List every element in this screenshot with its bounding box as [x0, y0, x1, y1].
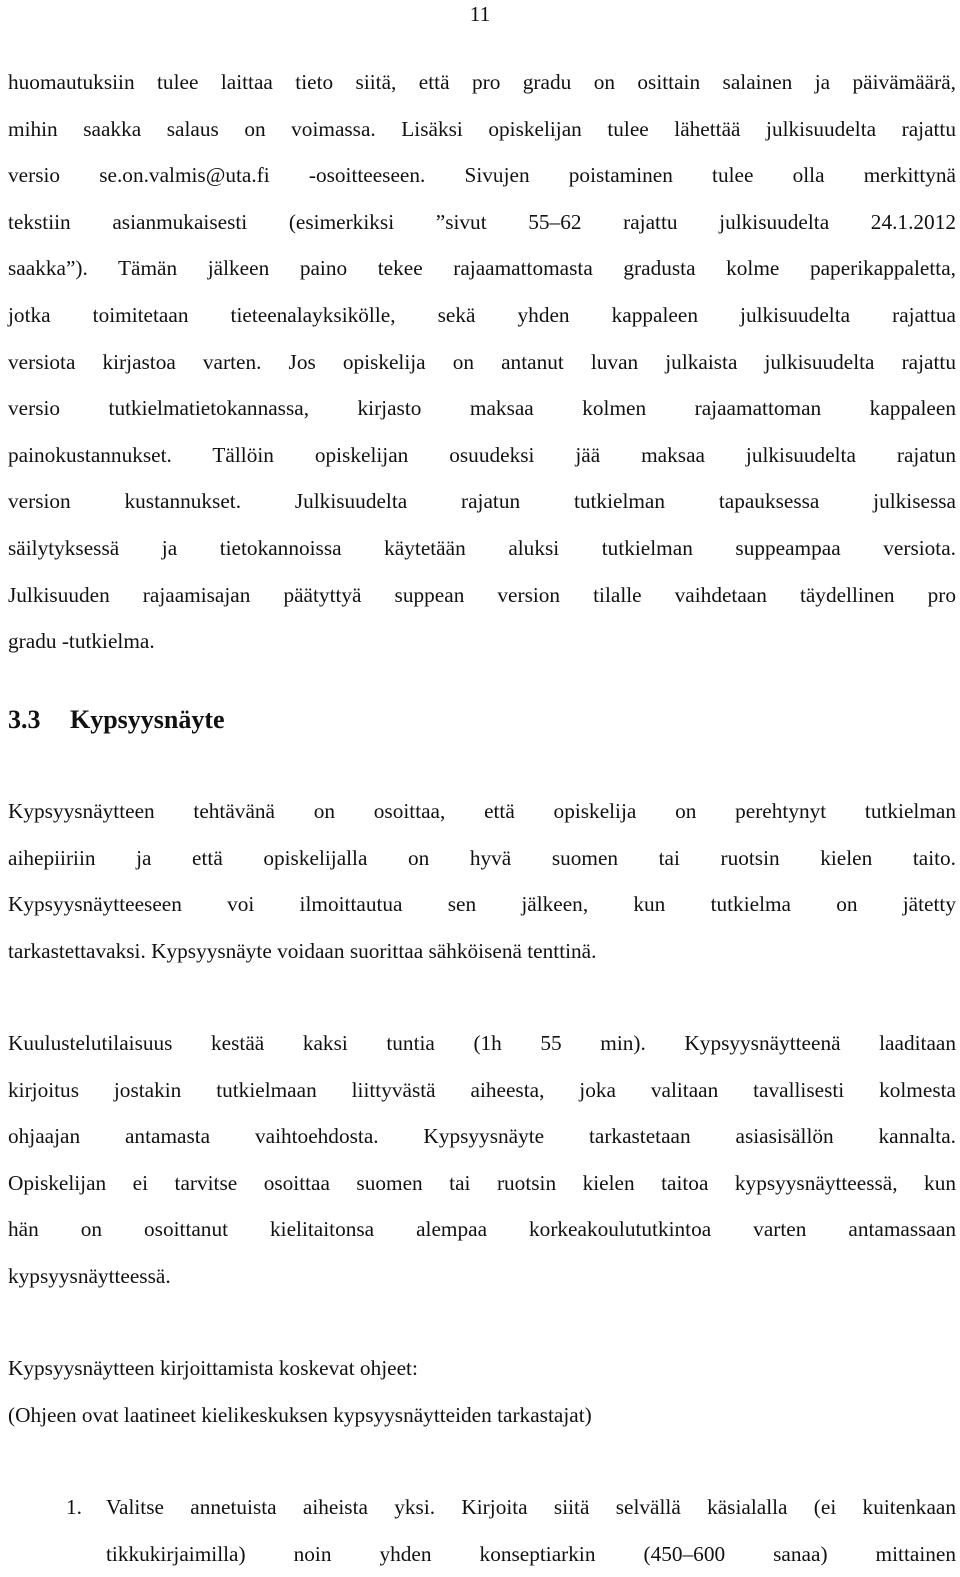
text-line — [8, 152, 956, 199]
text-line: versio tutkielmatietokannassa, kirjasto maksaa kolmen rajaamattoman kappaleen — [8, 396, 956, 421]
instructions-note: (Ohjeen ovat laatineet kielikeskuksen kypsyysnäytteiden tarkastajat) — [8, 1402, 592, 1427]
text-line: huomautuksiin tulee laittaa tieto siitä, että pro gradu on osittain salainen ja päivämäärä, — [8, 70, 956, 94]
text-line: tarkastettavaksi. Kypsyysnäyte voidaan suorittaa sähköisenä tenttinä. — [8, 938, 597, 963]
text-line: ohjaajan antamasta vaihtoehdosta. Kypsyysnäyte tarkastetaan asiasisällön kannalta. — [8, 1124, 956, 1149]
text-line: kypsyysnäytteessä. — [8, 1263, 171, 1288]
text-line: saakka”). Tämän jälkeen paino tekee rajaamattomasta gradusta kolme paperikappaletta, — [8, 256, 956, 281]
text-line: Kypsyysnäytteeseen voi ilmoittautua sen jälkeen, kun tutkielma on jätetty — [8, 892, 956, 917]
text-line: Valitse annetuista aiheista yksi. Kirjoita siitä selvällä käsialalla (ei kuitenkaan — [106, 1495, 956, 1519]
text-line: tekstiin asianmukaisesti (esimerkiksi ”sivut 55–62 rajattu julkisuudelta 24.1.2012 — [8, 209, 956, 234]
text-fragment: versio — [8, 163, 100, 188]
text-line: version kustannukset. Julkisuudelta rajatun tutkielman tapauksessa julkisessa — [8, 489, 956, 514]
paragraph-exam-details — [8, 1020, 956, 1300]
text-line: versiota kirjastoa varten. Jos opiskelija on antanut luvan julkaista julkisuudelta rajattu — [8, 349, 956, 374]
instructions-block — [8, 1345, 956, 1438]
text-line: gradu -tutkielma. — [8, 629, 155, 654]
list-marker: 1. — [66, 1495, 82, 1519]
text-line: aihepiiriin ja että opiskelijalla on hyvä suomen tai ruotsin kielen taito. — [8, 845, 956, 870]
text-line: säilytyksessä ja tietokannoissa käytetään aluksi tutkielman suppeampaa versiota. — [8, 535, 956, 560]
instructions-heading: Kypsyysnäytteen kirjoittamista koskevat ohjeet: — [8, 1356, 418, 1380]
section-title: Kypsyysnäyte — [70, 705, 225, 734]
paragraph-publication-restriction — [8, 59, 956, 665]
text-fragment: -osoitteeseen. Sivujen poistaminen tulee olla merkittynä — [269, 163, 956, 188]
text-line: tikkukirjaimilla) noin yhden konseptiarkin (450–600 sanaa) mittainen — [106, 1541, 956, 1566]
text-line: Kypsyysnäytteen tehtävänä on osoittaa, että opiskelija on perehtynyt tutkielman — [8, 799, 956, 823]
page-number: 11 — [469, 2, 491, 26]
text-line: hän on osoittanut kielitaitonsa alempaa korkeakoulututkintoa varten antamassaan — [8, 1217, 956, 1242]
text-line: Kuulustelutilaisuus kestää kaksi tuntia (1h 55 min). Kypsyysnäytteenä laaditaan — [8, 1031, 956, 1055]
section-heading — [8, 705, 225, 735]
text-line: painokustannukset. Tällöin opiskelijan osuudeksi jää maksaa julkisuudelta rajatun — [8, 442, 956, 467]
text-line: mihin saakka salaus on voimassa. Lisäksi opiskelijan tulee lähettää julkisuudelta rajattu — [8, 116, 956, 141]
section-number: 3.3 — [8, 705, 41, 734]
text-line: kirjoitus jostakin tutkielmaan liittyvästä aiheesta, joka valitaan tavallisesti kolmesta — [8, 1077, 956, 1102]
paragraph-maturity-test-intro — [8, 788, 956, 974]
list-item — [66, 1484, 956, 1577]
email-link[interactable]: se.on.valmis@uta.fi — [99, 163, 270, 188]
text-line: jotka toimitetaan tieteenalayksikölle, sekä yhden kappaleen julkisuudelta rajattua — [8, 302, 956, 327]
text-line: Opiskelijan ei tarvitse osoittaa suomen tai ruotsin kielen taitoa kypsyysnäytteessä, kun — [8, 1170, 956, 1195]
text-line: Julkisuuden rajaamisajan päätyttyä suppean version tilalle vaihdetaan täydellinen pro — [8, 582, 956, 607]
